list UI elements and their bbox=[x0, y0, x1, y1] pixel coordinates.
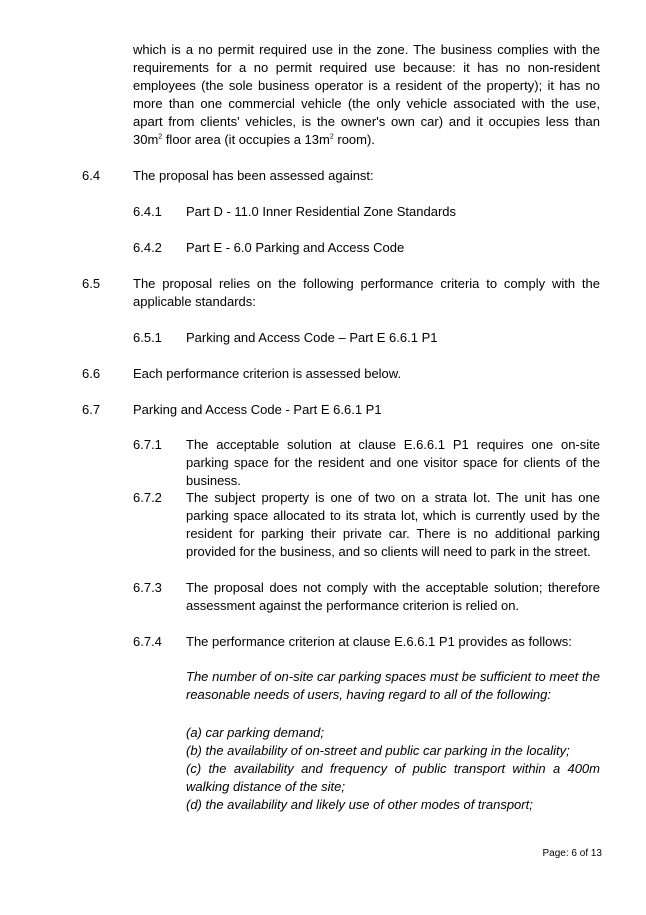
section-text: The proposal relies on the following performance criteria to comply with the applicable standards: bbox=[133, 276, 600, 309]
quote-item-a: (a) car parking demand; bbox=[186, 725, 325, 740]
quote-item-b: (b) the availability of on-street and public car parking in the locality; bbox=[186, 743, 570, 758]
section-text: The proposal has been assessed against: bbox=[133, 168, 374, 183]
subsection-number: 6.4.2 bbox=[133, 240, 162, 255]
subsection-number: 6.4.1 bbox=[133, 204, 162, 219]
quote-item-c: (c) the availability and frequency of public transport within a 400m walking distance of the site; bbox=[186, 761, 600, 794]
subsection-text: Parking and Access Code – Part E 6.6.1 P1 bbox=[186, 330, 438, 345]
section-number: 6.5 bbox=[82, 276, 101, 291]
subsection-number: 6.7.3 bbox=[133, 580, 162, 595]
page-number: Page: 6 of 13 bbox=[542, 848, 602, 859]
subsection-number: 6.7.2 bbox=[133, 490, 162, 505]
subsection-text: The acceptable solution at clause E.6.6.1 P1 requires one on-site parking space for the resident and one visitor space for clients of the business. bbox=[186, 437, 600, 488]
section-number: 6.4 bbox=[82, 168, 101, 183]
subsection-text: Part D - 11.0 Inner Residential Zone Standards bbox=[186, 204, 457, 219]
section-number: 6.6 bbox=[82, 366, 101, 381]
quote-item-d: (d) the availability and likely use of other modes of transport; bbox=[186, 797, 533, 812]
subsection-text: The performance criterion at clause E.6.6.1 P1 provides as follows: bbox=[186, 634, 572, 649]
subsection-number: 6.7.1 bbox=[133, 437, 162, 452]
intro-paragraph: which is a no permit required use in the zone. The business complies with the requirements for a no permit required use because: it has no non-resident employees (the sole business operator is a resident of the property); it has no more than one commercial vehicle (the only vehicle associated with the use, apart from clients' vehicles, is the owner's own car) and it occupies less than $30m^2$ floor area (it occupies a $13m^2$ room). bbox=[133, 42, 600, 147]
section-number: 6.7 bbox=[82, 402, 101, 417]
subsection-number: 6.5.1 bbox=[133, 330, 162, 345]
subsection-number: 6.7.4 bbox=[133, 634, 162, 649]
quote-lead: The number of on-site car parking spaces must be sufficient to meet the reasonable needs of users, having regard to all of the following: bbox=[186, 669, 600, 702]
subsection-text: The subject property is one of two on a strata lot. The unit has one parking space allocated to its strata lot, which is currently used by the resident for parking their private car. There is no additional parking provided for the business, and so clients will need to park in the street. bbox=[186, 490, 600, 559]
section-text: Parking and Access Code - Part E 6.6.1 P1 bbox=[133, 402, 382, 417]
subsection-text: The proposal does not comply with the acceptable solution; therefore assessment against the performance criterion is relied on. bbox=[186, 580, 600, 613]
section-text: Each performance criterion is assessed below. bbox=[133, 366, 402, 381]
subsection-text: Part E - 6.0 Parking and Access Code bbox=[186, 240, 405, 255]
